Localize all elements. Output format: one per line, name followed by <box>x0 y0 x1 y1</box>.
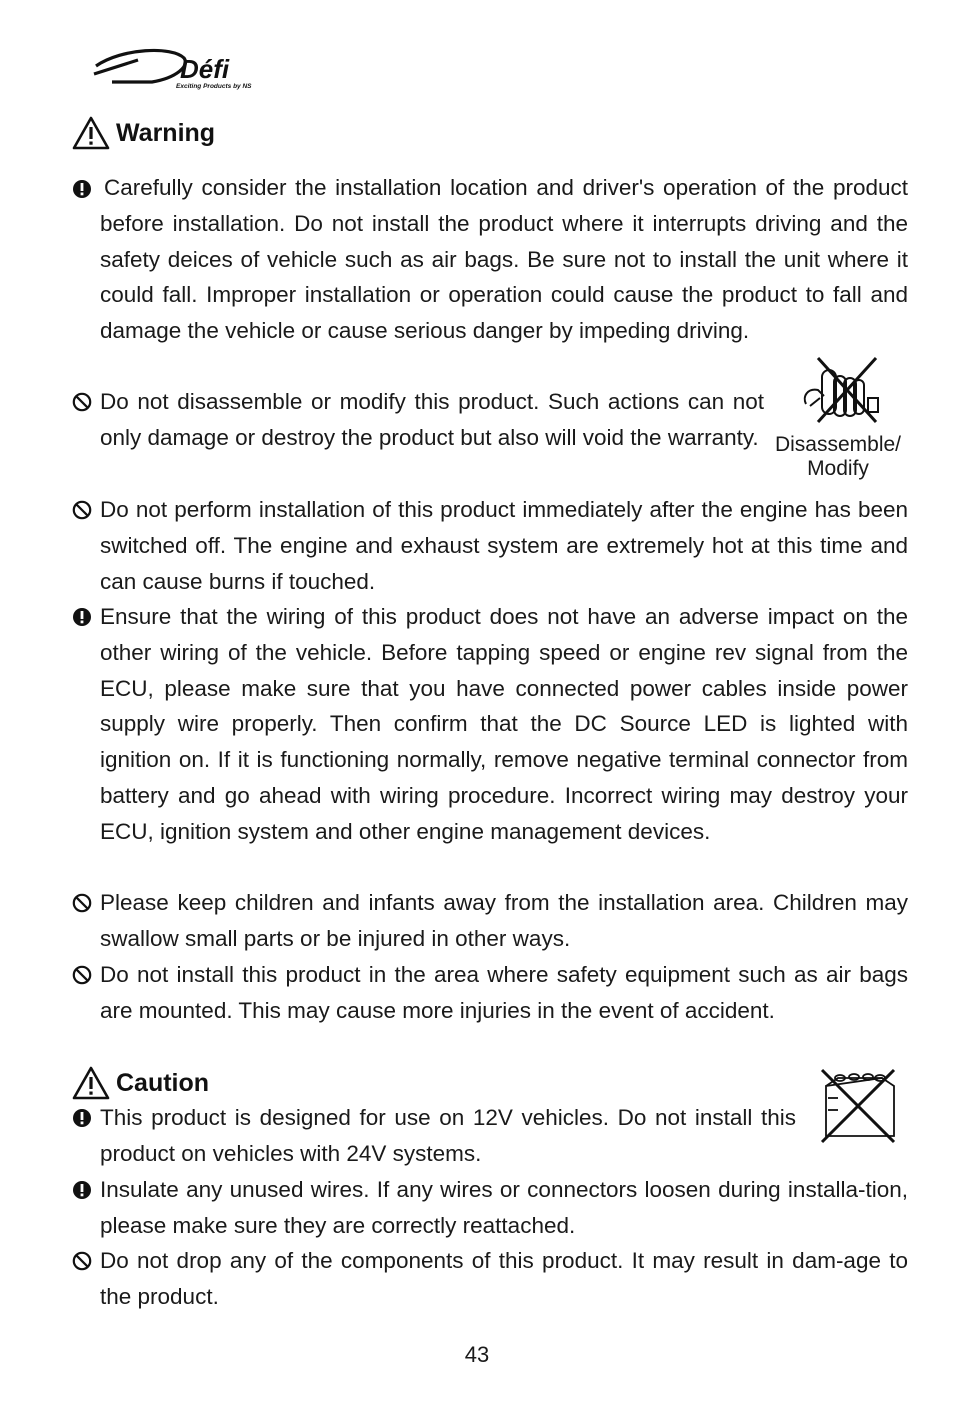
mandatory-icon <box>72 1180 92 1200</box>
warning-item-text: Do not install this product in the area where safety equipment such as air bags are mounted. This may cause more injuries in the event of accident. <box>100 962 908 1023</box>
warning-title: Warning <box>116 118 216 147</box>
warning-triangle-icon <box>72 116 110 150</box>
caution-item-text: This product is designed for use on 12V vehicles. Do not install this product on vehicles with 24V systems. <box>100 1105 796 1166</box>
warning-item-6 <box>72 957 908 1029</box>
prohibited-icon <box>72 893 92 913</box>
warning-item-text: Ensure that the wiring of this product does not have an adverse impact on the other wiring of the vehicle. Before tapping speed or engine rev signal from the ECU, please make sure that you have connected power cables inside power supply wire properly. Then confirm that the DC Source LED is lighted with ignition on. If it is functioning normally, remove negative terminal connector from battery and go ahead with wiring procedure. Incorrect wiring may destroy your ECU, ignition system and other engine management devices. <box>100 604 908 844</box>
caution-item-text: Insulate any unused wires. If any wires or connectors loosen during installa-tion, please make sure they are correctly reattached. <box>100 1177 908 1238</box>
logo-tagline: Exciting Products by NS <box>176 83 252 90</box>
caution-triangle-icon <box>72 1066 110 1100</box>
mandatory-icon <box>72 1108 92 1128</box>
disassemble-modify-caption: Disassemble/ Modify <box>774 433 902 480</box>
no-disassemble-icon <box>798 356 884 428</box>
warning-item-text: Please keep children and infants away from the installation area. Children may swallow small parts or be injured in other ways. <box>100 890 908 951</box>
warning-item-2 <box>72 384 764 456</box>
logo-brand: Défi <box>180 54 230 84</box>
warning-item-text: Do not perform installation of this product immediately after the engine has been switched off. The engine and exhaust system are extremely hot at this time and can cause burns if touched. <box>100 497 908 594</box>
prohibited-icon <box>72 500 92 520</box>
warning-item-4 <box>72 599 908 850</box>
caution-item-1 <box>72 1100 796 1172</box>
prohibited-icon <box>72 965 92 985</box>
warning-heading <box>72 116 215 150</box>
warning-item-3 <box>72 492 908 599</box>
caution-item-text: Do not drop any of the components of this product. It may result in dam-age to the product. <box>100 1248 908 1309</box>
warning-item-5 <box>72 885 908 957</box>
warning-item-text: Carefully consider the installation location and driver's operation of the product before installation. Do not install the product where it interrupts driving and the safety deices of vehicle such as air bags. Be sure not to install the unit where it could fall. Improper installation or operation could cause the product to fall and damage the vehicle or cause serious danger by impeding driving. <box>100 175 908 344</box>
caution-heading <box>72 1066 209 1100</box>
warning-item-text: Do not disassemble or modify this product. Such actions can not only damage or destroy the product but also will void the warranty. <box>100 389 764 450</box>
no-24v-battery-icon <box>818 1066 898 1144</box>
warning-item-1 <box>72 170 908 349</box>
caution-title: Caution <box>116 1068 210 1097</box>
mandatory-icon <box>72 179 92 199</box>
defi-logo <box>92 44 292 90</box>
page-number: 43 <box>464 1342 490 1367</box>
caution-item-3 <box>72 1243 908 1315</box>
caution-item-2 <box>72 1172 908 1244</box>
mandatory-icon <box>72 607 92 627</box>
prohibited-icon <box>72 1251 92 1271</box>
prohibited-icon <box>72 392 92 412</box>
